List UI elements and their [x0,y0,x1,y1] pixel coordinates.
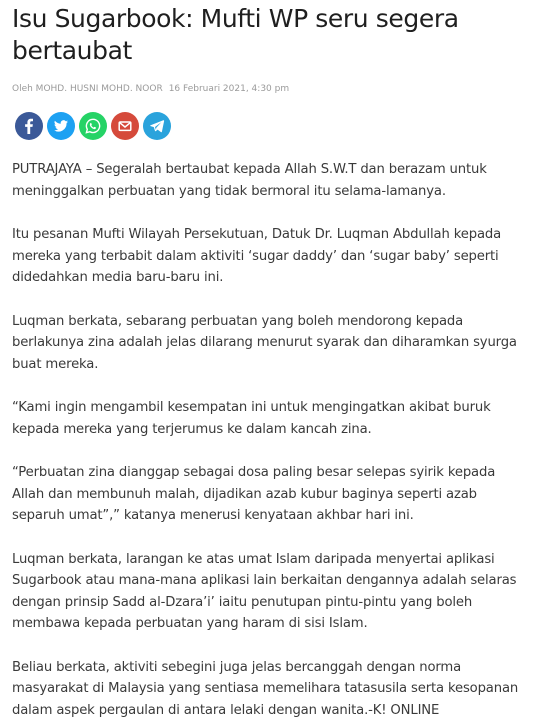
article-body [12,159,526,721]
paragraph: Luqman berkata, sebarang perbuatan yang boleh mendorong kepada berlakunya zina adalah jelas dilarang menurut syarak dan diharamkan syurga buat mereka. [12,311,526,376]
byline: Oleh MOHD. HUSNI MOHD. NOOR [12,84,163,94]
email-icon [117,118,133,134]
facebook-icon [21,118,37,134]
whatsapp-icon [85,118,101,134]
share-twitter-button[interactable] [47,112,75,140]
paragraph: Beliau berkata, aktiviti sebegini juga jelas bercanggah dengan norma masyarakat di Malaysia yang sentiasa memelihara tatasusila serta kesopanan dalam aspek pergaulan di antara lelaki dengan wanita.-K! ONLINE [12,657,526,721]
article-title: Isu Sugarbook: Mufti WP seru segera bertaubat [12,0,526,67]
twitter-icon [53,118,69,134]
paragraph: PUTRAJAYA – Segeralah bertaubat kepada Allah S.W.T dan berazam untuk meninggalkan perbuatan yang tidak bermoral itu selama-lamanya. [12,159,526,202]
share-buttons [15,112,526,140]
telegram-icon [149,118,165,134]
paragraph: Luqman berkata, larangan ke atas umat Islam daripada menyertai aplikasi Sugarbook atau mana-mana aplikasi lain berkaitan dengannya adalah selaras dengan prinsip Sadd al-Dzara’i’ iaitu penutupan pintu-pintu yang boleh membawa kepada perbuatan yang haram di sisi Islam. [12,549,526,635]
share-whatsapp-button[interactable] [79,112,107,140]
share-email-button[interactable] [111,112,139,140]
paragraph: “Perbuatan zina dianggap sebagai dosa paling besar selepas syirik kepada Allah dan membunuh malah, dijadikan azab kubur baginya seperti azab separuh umat”,” katanya menerusi kenyataan akhbar hari ini. [12,462,526,527]
share-telegram-button[interactable] [143,112,171,140]
paragraph: Itu pesanan Mufti Wilayah Persekutuan, Datuk Dr. Luqman Abdullah kepada mereka yang terbabit dalam aktiviti ‘sugar daddy’ dan ‘sugar baby’ seperti didedahkan media baru-baru ini. [12,224,526,289]
share-facebook-button[interactable] [15,112,43,140]
publish-date: 16 Februari 2021, 4:30 pm [169,84,289,94]
article-meta [12,83,526,95]
paragraph: “Kami ingin mengambil kesempatan ini untuk mengingatkan akibat buruk kepada mereka yang terjerumus ke dalam kancah zina. [12,397,526,440]
